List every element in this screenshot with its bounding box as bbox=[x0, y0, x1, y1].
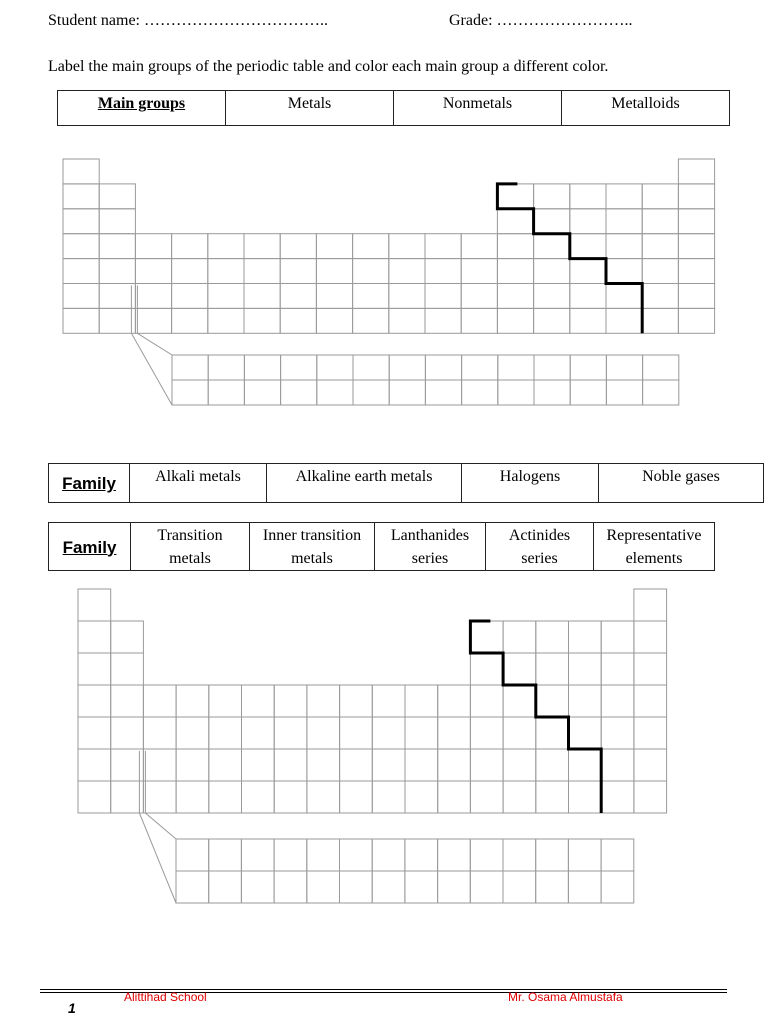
element-cell bbox=[601, 781, 634, 813]
element-cell bbox=[405, 749, 438, 781]
element-cell bbox=[569, 781, 602, 813]
element-cell bbox=[503, 685, 536, 717]
element-cell bbox=[372, 717, 405, 749]
grade-label: Grade: …………………….. bbox=[449, 12, 633, 29]
element-cell bbox=[470, 685, 503, 717]
element-cell bbox=[372, 685, 405, 717]
element-cell bbox=[601, 749, 634, 781]
family-cell: Alkaline earth metals bbox=[267, 464, 462, 503]
element-cell bbox=[536, 749, 569, 781]
f-block-cell bbox=[405, 839, 438, 871]
element-cell bbox=[176, 685, 209, 717]
f-block-cell bbox=[601, 871, 634, 903]
f-block-cell bbox=[241, 871, 274, 903]
element-cell bbox=[209, 717, 242, 749]
f-block-cell bbox=[176, 839, 209, 871]
element-cell bbox=[176, 717, 209, 749]
f-block-pointer bbox=[139, 751, 176, 903]
element-cell bbox=[536, 653, 569, 685]
footer-teacher: Mr. Osama Almustafa bbox=[508, 990, 623, 1004]
instruction-text: Label the main groups of the periodic table and color each main group a different color. bbox=[48, 58, 609, 75]
f-block-cell bbox=[209, 839, 242, 871]
element-cell bbox=[405, 685, 438, 717]
element-cell bbox=[274, 685, 307, 717]
element-cell bbox=[340, 685, 373, 717]
element-cell bbox=[405, 781, 438, 813]
element-cell bbox=[470, 749, 503, 781]
element-cell bbox=[274, 781, 307, 813]
element-cell bbox=[405, 717, 438, 749]
family-cell: Alkali metals bbox=[130, 464, 267, 503]
element-cell bbox=[78, 653, 111, 685]
f-block-cell bbox=[176, 871, 209, 903]
f-block-cell bbox=[209, 871, 242, 903]
element-cell bbox=[111, 621, 144, 653]
family-cell-line: Actinides bbox=[508, 527, 571, 544]
f-block-cell bbox=[568, 839, 601, 871]
element-cell bbox=[536, 781, 569, 813]
f-block-cell bbox=[405, 871, 438, 903]
element-cell bbox=[634, 589, 667, 621]
f-block-cell bbox=[274, 871, 307, 903]
element-cell bbox=[470, 653, 503, 685]
element-cell bbox=[307, 749, 340, 781]
element-cell bbox=[111, 685, 144, 717]
element-cell bbox=[536, 685, 569, 717]
element-cell bbox=[634, 781, 667, 813]
element-cell bbox=[634, 621, 667, 653]
element-cell bbox=[503, 781, 536, 813]
element-cell bbox=[143, 717, 176, 749]
element-cell bbox=[242, 685, 275, 717]
element-cell bbox=[438, 749, 471, 781]
element-cell bbox=[569, 717, 602, 749]
element-cell bbox=[438, 717, 471, 749]
element-cell bbox=[470, 781, 503, 813]
element-cell bbox=[634, 685, 667, 717]
element-cell bbox=[274, 717, 307, 749]
element-cell bbox=[307, 781, 340, 813]
family-cell-line: Inner transition bbox=[262, 527, 362, 544]
f-block-cell bbox=[274, 839, 307, 871]
family-cell-line: Representative bbox=[606, 527, 702, 544]
element-cell bbox=[372, 749, 405, 781]
element-cell bbox=[470, 717, 503, 749]
f-block-cell bbox=[340, 839, 373, 871]
element-cell bbox=[209, 781, 242, 813]
element-cell bbox=[569, 621, 602, 653]
family-header: Family bbox=[49, 523, 131, 571]
family-cell: Noble gases bbox=[599, 464, 764, 503]
f-block-cell bbox=[241, 839, 274, 871]
family-cell-line: Lanthanides bbox=[390, 527, 470, 544]
main-group-cell: Nonmetals bbox=[394, 91, 562, 126]
element-cell bbox=[274, 749, 307, 781]
main-group-cell: Metalloids bbox=[562, 91, 730, 126]
f-block-cell bbox=[503, 839, 536, 871]
f-block-cell bbox=[470, 871, 503, 903]
f-block-cell bbox=[536, 839, 569, 871]
f-block-cell bbox=[601, 839, 634, 871]
family-cell-line: Transition bbox=[157, 527, 223, 544]
family-cell-line: series bbox=[411, 550, 449, 567]
f-block-cell bbox=[438, 871, 471, 903]
element-cell bbox=[143, 781, 176, 813]
element-cell bbox=[242, 781, 275, 813]
f-block-cell bbox=[438, 839, 471, 871]
element-cell bbox=[536, 621, 569, 653]
family-cell-line: elements bbox=[625, 550, 683, 567]
element-cell bbox=[536, 717, 569, 749]
element-cell bbox=[340, 717, 373, 749]
main-group-cell: Metals bbox=[226, 91, 394, 126]
element-cell bbox=[78, 589, 111, 621]
f-block-cell bbox=[536, 871, 569, 903]
page-number: 1 bbox=[68, 1000, 76, 1016]
element-cell bbox=[340, 781, 373, 813]
element-cell bbox=[242, 749, 275, 781]
f-block-cell bbox=[372, 839, 405, 871]
family-cell-line: series bbox=[521, 550, 558, 567]
element-cell bbox=[372, 781, 405, 813]
f-block-cell bbox=[372, 871, 405, 903]
element-cell bbox=[176, 781, 209, 813]
f-block-cell bbox=[503, 871, 536, 903]
element-cell bbox=[601, 717, 634, 749]
element-cell bbox=[634, 717, 667, 749]
family-cell-line: metals bbox=[169, 550, 211, 567]
element-cell bbox=[503, 621, 536, 653]
main-groups-header: Main groups bbox=[58, 91, 226, 126]
f-block-cell bbox=[307, 871, 340, 903]
element-cell bbox=[143, 685, 176, 717]
element-cell bbox=[78, 781, 111, 813]
element-cell bbox=[78, 621, 111, 653]
family-header: Family bbox=[49, 464, 130, 503]
element-cell bbox=[307, 717, 340, 749]
element-cell bbox=[340, 749, 373, 781]
element-cell bbox=[503, 749, 536, 781]
f-block-cell bbox=[340, 871, 373, 903]
student-name-label: Student name: …………………………….. bbox=[48, 12, 328, 29]
element-cell bbox=[111, 781, 144, 813]
element-cell bbox=[143, 749, 176, 781]
element-cell bbox=[569, 685, 602, 717]
element-cell bbox=[209, 685, 242, 717]
element-cell bbox=[438, 685, 471, 717]
element-cell bbox=[470, 621, 503, 653]
element-cell bbox=[78, 717, 111, 749]
footer-school: Alittihad School bbox=[124, 990, 207, 1004]
element-cell bbox=[634, 749, 667, 781]
element-cell bbox=[601, 621, 634, 653]
element-cell bbox=[111, 653, 144, 685]
element-cell bbox=[209, 749, 242, 781]
element-cell bbox=[111, 717, 144, 749]
element-cell bbox=[601, 685, 634, 717]
element-cell bbox=[242, 717, 275, 749]
element-cell bbox=[111, 749, 144, 781]
element-cell bbox=[569, 653, 602, 685]
element-cell bbox=[438, 781, 471, 813]
element-cell bbox=[634, 653, 667, 685]
element-cell bbox=[503, 717, 536, 749]
element-cell bbox=[307, 685, 340, 717]
element-cell bbox=[503, 653, 536, 685]
family-cell: Halogens bbox=[462, 464, 599, 503]
f-block-cell bbox=[307, 839, 340, 871]
element-cell bbox=[78, 685, 111, 717]
element-cell bbox=[601, 653, 634, 685]
f-block-cell bbox=[568, 871, 601, 903]
element-cell bbox=[569, 749, 602, 781]
f-block-cell bbox=[470, 839, 503, 871]
element-cell bbox=[78, 749, 111, 781]
family-cell-line: metals bbox=[291, 550, 333, 567]
element-cell bbox=[176, 749, 209, 781]
